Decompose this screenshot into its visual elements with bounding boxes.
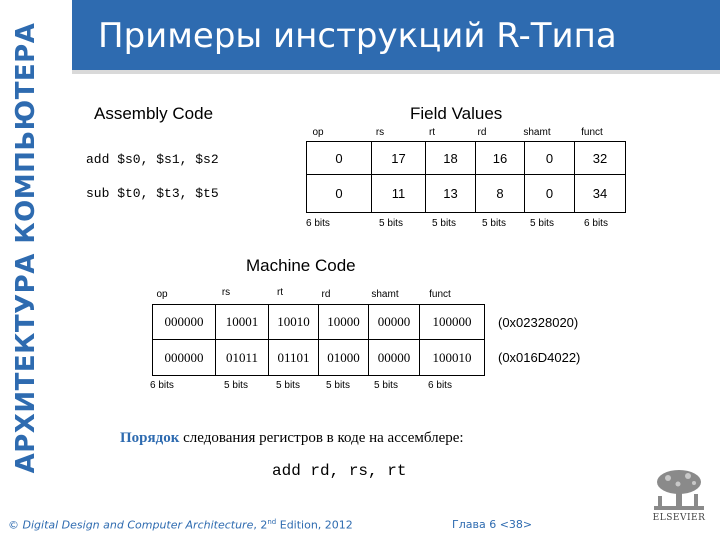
field-bits-rd: 5 bits bbox=[482, 218, 506, 229]
machine-hex-2: (0x016D4022) bbox=[498, 350, 581, 365]
field-cell-shamt: 0 bbox=[524, 141, 575, 175]
assembly-line-1: add $s0, $s1, $s2 bbox=[86, 152, 219, 167]
machine-cell-op: 000000 bbox=[152, 304, 216, 340]
machine-header-op: op bbox=[156, 289, 168, 300]
machine-cell-rs: 10001 bbox=[215, 304, 269, 340]
field-cell-shamt: 0 bbox=[524, 174, 575, 213]
field-header-rs: rs bbox=[375, 127, 385, 138]
machine-bits-shamt: 5 bits bbox=[374, 380, 398, 391]
field-values-caption: Field Values bbox=[410, 104, 503, 123]
publisher-name: ELSEVIER bbox=[652, 513, 706, 523]
machine-cell-funct: 100010 bbox=[419, 339, 485, 376]
machine-cell-rt: 10010 bbox=[268, 304, 319, 340]
field-header-op: op bbox=[312, 127, 324, 138]
machine-bits-op: 6 bits bbox=[150, 380, 174, 391]
field-bits-funct: 6 bits bbox=[584, 218, 608, 229]
machine-cell-shamt: 00000 bbox=[368, 339, 420, 376]
machine-bits-funct: 6 bits bbox=[428, 380, 452, 391]
field-header-funct: funct bbox=[581, 127, 603, 138]
machine-cell-shamt: 00000 bbox=[368, 304, 420, 340]
machine-cell-funct: 100000 bbox=[419, 304, 485, 340]
assembly-code-caption: Assembly Code bbox=[94, 104, 214, 123]
book-title: Digital Design and Computer Architecture bbox=[22, 518, 254, 532]
elsevier-tree-logo bbox=[648, 468, 710, 512]
machine-header-rt: rt bbox=[276, 287, 284, 298]
machine-cell-rd: 10000 bbox=[318, 304, 369, 340]
machine-bits-rt: 5 bits bbox=[276, 380, 300, 391]
machine-header-rd: rd bbox=[321, 289, 331, 300]
footer-citation: © Digital Design and Computer Architecture, 2nd Edition, 2012 bbox=[8, 518, 353, 532]
field-cell-rt: 18 bbox=[425, 141, 476, 175]
field-header-rd: rd bbox=[477, 127, 487, 138]
page-number: Глава 6 <38> bbox=[452, 518, 533, 531]
machine-header-rs: rs bbox=[221, 287, 231, 298]
machine-cell-rd: 01000 bbox=[318, 339, 369, 376]
machine-header-funct: funct bbox=[429, 289, 451, 300]
field-cell-funct: 32 bbox=[574, 141, 626, 175]
register-order-text: следования регистров в коде на ассемблере: bbox=[183, 430, 464, 446]
copyright-symbol: © bbox=[8, 518, 19, 532]
machine-cell-op: 000000 bbox=[152, 339, 216, 376]
register-order-highlight: Порядок bbox=[120, 430, 180, 446]
field-bits-rs: 5 bits bbox=[379, 218, 403, 229]
machine-code-caption: Machine Code bbox=[246, 256, 356, 275]
machine-cell-rs: 01011 bbox=[215, 339, 269, 376]
field-cell-rd: 8 bbox=[475, 174, 525, 213]
assembly-format: add rd, rs, rt bbox=[272, 462, 407, 480]
field-bits-op: 6 bits bbox=[306, 218, 330, 229]
edition-number: 2 bbox=[260, 518, 268, 532]
register-order-note bbox=[120, 430, 464, 447]
field-cell-rd: 16 bbox=[475, 141, 525, 175]
field-cell-rt: 13 bbox=[425, 174, 476, 213]
field-cell-funct: 34 bbox=[574, 174, 626, 213]
field-cell-rs: 11 bbox=[371, 174, 426, 213]
machine-bits-rs: 5 bits bbox=[224, 380, 248, 391]
assembly-line-2: sub $t0, $t3, $t5 bbox=[86, 186, 219, 201]
field-bits-shamt: 5 bits bbox=[530, 218, 554, 229]
machine-cell-rt: 01101 bbox=[268, 339, 319, 376]
machine-bits-rd: 5 bits bbox=[326, 380, 350, 391]
slide-title: Примеры инструкций R-Типа bbox=[98, 16, 617, 56]
field-bits-rt: 5 bits bbox=[432, 218, 456, 229]
field-header-shamt: shamt bbox=[523, 127, 551, 138]
sidebar-title: АРХИТЕКТУРА КОМПЬЮТЕРА bbox=[11, 22, 41, 474]
edition-suffix: nd bbox=[267, 518, 277, 526]
machine-hex-1: (0x02328020) bbox=[498, 315, 579, 330]
field-cell-op: 0 bbox=[306, 174, 372, 213]
field-cell-op: 0 bbox=[306, 141, 372, 175]
field-header-rt: rt bbox=[428, 127, 436, 138]
field-cell-rs: 17 bbox=[371, 141, 426, 175]
edition-year: Edition, 2012 bbox=[279, 518, 353, 532]
machine-header-shamt: shamt bbox=[371, 289, 399, 300]
